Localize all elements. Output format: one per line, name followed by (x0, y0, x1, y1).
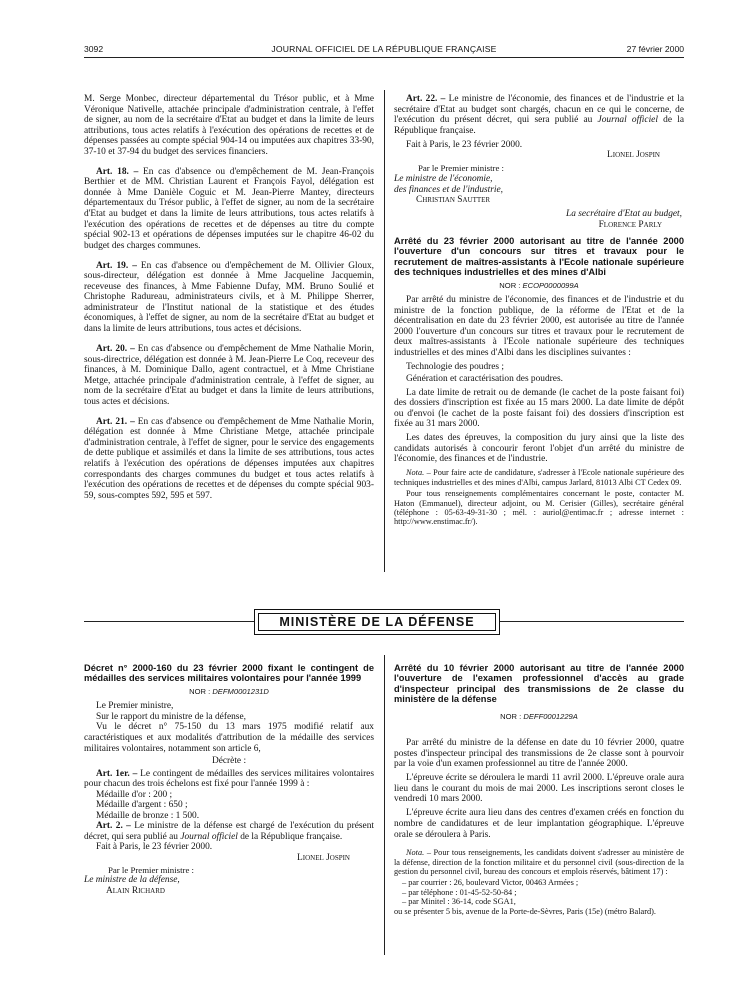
article-text: En cas d'absence ou d'empêchement de M. Jean-François Berthier et de MM. Christian Laurent et François Fayol, délégation est donnée à Mme Danièle Coguic et M. Jean-Pierre Mantey, directeurs départementaux du Trésor public, à l'effet de signer, au nom de la secrétaire d'Etat au budget et dans la limite de leurs attributions, tous actes relatifs à l'exécution des opérations de recettes et de dépenses au titre du compte spécial 902-13 et opérations de dépenses imputées sur le chapitre 46-02 du budget des charges communes. (84, 166, 374, 251)
decret-title: Décret n° 2000-160 du 23 février 2000 fixant le contingent de médailles des services militaires volontaires pour l'année 1999 (84, 663, 374, 684)
article-text: En cas d'absence ou d'empêchement de M. Ollivier Gloux, sous-directeur, délégation est donnée à Mme Jacqueline Jacquemin, receveuse des finances, à Mme Fabienne Dufay, MM. Bruno Soulié et Christophe Radureau, administrateurs civils, et à M. Philippe Sherrer, administrateur de l'Institut national de la statistique et des études économiques, à l'effet de signer, au nom de la secrétaire d'Etat au budget et dans la limite de leurs attributions, tous actes et décisions. (84, 260, 374, 334)
nota-item-minitel: – par Minitel : 36-14, code SGA1, (402, 897, 516, 907)
journal-officiel-ref: Journal officiel (597, 115, 658, 126)
arrete-body-3: Les dates des épreuves, la composition du jury ainsi que la liste des candidats autorisés à concourir feront l'objet d'un arrêté du ministre de l'économie, des finances et de l'industrie. (394, 433, 684, 465)
fait-line: Fait à Paris, le 23 février 2000. (96, 842, 213, 853)
nota-block: Nota. – Pour faire acte de candidature, s'adresser à l'Ecole nationale supérieure des techniques industrielles et des mines d'Albi, campus Jarlard, 81013 Albi CT Cedex 09. Pour tous renseignements complémentaires concernant le poste, contacter M. Haton (Emmanuel), directeur adjoint, ou M. Cerisier (Gilles), secrétaire général (téléphone : 05-63-49-31-30 ; mél. : auriol@entimac.fr ; adresse internet : http://www.enstimac.fr/). (394, 468, 684, 527)
minister-name-1: Christian Sautter (416, 195, 491, 206)
arrete-title: Arrêté du 10 février 2000 autorisant au titre de l'année 2000 l'ouverture de l'examen professionnel d'accès au grade d'inspecteur principal des transmissions de 2e classe du ministère de la défense (394, 663, 684, 705)
minister-title-1a: Le ministre de l'économie, (394, 174, 493, 185)
page-header (84, 44, 684, 58)
article-label: Art. 2. – (96, 821, 131, 832)
discipline-1: Technologie des poudres ; (406, 362, 505, 373)
nota-block: Nota. – Pour tous renseignements, les candidats doivent s'adresser au ministère de la défense, direction de la fonction militaire et du personnel civil (sous-direction de la gestion du personnel civil, bureau des concours et emplois réservés, bâtiment 17) : – par courrier : 26, boulevard Victor, 00463 Armées ; – par téléphone : 01-45-52-50-84 ; – par Minitel : 36-14, code SGA1, ou se présenter 5 bis, avenue de la Porte-de-Sèvres, Paris (15e) (métro Balard). (394, 848, 684, 916)
arrete-body-1: Par arrêté du ministre de la défense en date du 10 février 2000, quatre postes d'inspecteur principal des transmissions de 2e classe sont à pourvoir par la voie d'un examen professionnel au titre de l'année 2000. (394, 738, 684, 770)
arrete-body-1: Par arrêté du ministre de l'économie, des finances et de l'industrie et du ministre de la fonction publique, de la réforme de l'Etat et de la décentralisation en date du 23 février 2000, est autorisée au titre de l'année 2000 l'ouverture d'un concours sur titres et travaux pour le recrutement de deux maîtres-assistants à l'Ecole nationale supérieure des techniques industrielles et des mines d'Albi dans les disciplines suivantes : (394, 295, 684, 358)
article-label: Art. 1er. – (96, 768, 138, 779)
arrete-body-3: L'épreuve écrite aura lieu dans des centres d'examen créés en fonction du nombre de candidatures et de leur implantation géographique. L'épreuve orale se déroulera à Paris. (394, 808, 684, 840)
minister-name-2: Florence Parly (598, 219, 662, 230)
article-label: Art. 18. – (96, 166, 139, 177)
left-column-top (84, 94, 374, 505)
banner-rule-left (84, 621, 254, 622)
arrete-title: Arrêté du 23 février 2000 autorisant au titre de l'année 2000 l'ouverture d'un concours sur titres et travaux pour le recrutement de maîtres-assistants à l'Ecole nationale supérieure des techniques industrielles et des mines d'Albi (394, 236, 684, 278)
medal-gold: Médaille d'or : 200 ; (96, 789, 173, 800)
article-text: En cas d'absence ou d'empêchement de Mme Nathalie Morin, sous-directrice, délégation est donnée à M. Jean-Pierre Le Coq, receveur des finances, à M. Dominique Dallo, agent contractuel, et à Mme Christiane Metge, attachée principale d'administration centrale, à l'effet de signer, au nom de la secrétaire d'Etat au budget et dans la limite de leurs attributions, tous actes et décisions. (84, 343, 374, 407)
nota-end: ou se présenter 5 bis, avenue de la Porte-de-Sèvres, Paris (15e) (métro Balard). (394, 906, 656, 916)
minister-name: Alain Richard (106, 885, 165, 896)
nota-item-telephone: – par téléphone : 01-45-52-50-84 ; (402, 887, 517, 897)
signer-name: Lionel Jospin (607, 150, 660, 161)
paragraph-continuation: M. Serge Monbec, directeur départemental du Trésor public, et à Mme Véronique Nativelle, attachée principale d'administration centrale, à l'effet de signer, au nom de la secrétaire d'Etat au budget et dans la limite de leurs attributions, tous actes relatifs à l'exécution des opérations de recettes et de dépenses passées au compte spécial 904-14 ou imputées aux chapitres 33-90, 37-10 et 37-94 du budget des services financiers. (84, 94, 374, 157)
arrete-body-2: L'épreuve écrite se déroulera le mardi 11 avril 2000. L'épreuve orale aura lieu dans le courant du mois de mai 2000. Les inscriptions seront closes le vendredi 10 mars 2000. (394, 773, 684, 805)
nota-label: Nota. (406, 468, 425, 478)
column-divider-top (384, 90, 385, 572)
article-1: Art. 1er. – Le contingent de médailles des services militaires volontaires pour chacun des trois échelons est fixé pour l'année 1999 à : (84, 768, 374, 790)
preamble-3: Vu le décret n° 75-150 du 13 mars 1975 modifié relatif aux caractéristiques et aux modalités d'attribution de la médaille des services militaires volontaires, notamment son article 6, (84, 722, 374, 754)
article-22: Art. 22. – Le ministre de l'économie, des finances et de l'industrie et la secrétaire d'Etat au budget sont chargés, chacun en ce qui le concerne, de l'exécution du présent décret, qui sera publié au Journal officiel de la République française. (394, 94, 685, 136)
header-rule (84, 57, 684, 58)
par-premier-ministre: Par le Premier ministre : (418, 162, 504, 173)
article-18 (84, 167, 374, 251)
banner-rule-right (500, 621, 684, 622)
right-column-bottom (394, 661, 684, 918)
nor-reference: NOR : DEFF0001229A (500, 711, 578, 721)
article-label: Art. 20. – (96, 343, 135, 354)
nor-reference: NOR : ECOP0000099A (499, 281, 579, 291)
preamble-1: Le Premier ministre, (96, 701, 174, 712)
nota-contact: Pour tous renseignements complémentaires concernant le poste, contacter M. Haton (Emmanuel), directeur adjoint, ou M. Cerisier (Gilles), secrétaire général (téléphone : 05-63-49-31-30 ; mél. : auriol@entimac.fr ; adresse internet : http://www.enstimac.fr/). (394, 489, 684, 527)
fait-line: Fait à Paris, le 23 février 2000. (406, 139, 523, 150)
signer-name: Lionel Jospin (297, 853, 350, 864)
ministry-banner (254, 609, 500, 635)
article-label: Art. 22. – (406, 94, 446, 104)
par-premier-ministre: Par le Premier ministre : (108, 864, 194, 875)
issue-date: 27 février 2000 (626, 44, 684, 54)
article-label: Art. 19. – (96, 260, 137, 271)
article-label: Art. 21. – (96, 416, 135, 427)
left-column-bottom (84, 661, 374, 900)
page-number: 3092 (84, 44, 104, 54)
minister-title-1b: des finances et de l'industrie, (394, 184, 504, 195)
article-2: Art. 2. – Le ministre de la défense est chargé de l'exécution du présent décret, qui sera publié au Journal officiel de la République française. (84, 821, 374, 842)
decrete: Décrète : (211, 756, 247, 767)
medal-bronze: Médaille de bronze : 1 500. (96, 810, 200, 821)
arrete-body-2: La date limite de retrait ou de demande (le cachet de la poste faisant foi) des dossiers d'inscription est fixée au 15 mars 2000. La date limite de dépôt ou d'envoi (le cachet de la poste faisant foi) des dossiers d'inscription est fixée au 31 mars 2000. (394, 387, 684, 430)
ministry-title: MINISTÈRE DE LA DÉFENSE (258, 613, 496, 631)
minister-title: Le ministre de la défense, (84, 875, 180, 886)
preamble-2: Sur le rapport du ministre de la défense, (96, 711, 246, 722)
journal-title: JOURNAL OFFICIEL DE LA RÉPUBLIQUE FRANÇAISE (271, 44, 497, 54)
medal-silver: Médaille d'argent : 650 ; (96, 800, 188, 811)
discipline-2: Génération et caractérisation des poudres. (406, 373, 563, 384)
nor-reference: NOR : DEFM0001231D (189, 687, 269, 697)
nota-label: Nota. (406, 848, 425, 858)
right-column-top (394, 94, 684, 529)
article-text: Le ministre de l'économie, des finances et de l'industrie et la secrétaire d'Etat au budget sont chargés, chacun en ce qui le concerne, de l'exécution du présent décret, qui sera publié au (394, 94, 684, 126)
nota-item-courrier: – par courrier : 26, boulevard Victor, 00463 Armées ; (402, 878, 579, 888)
article-text: En cas d'absence ou d'empêchement de Mme Nathalie Morin, délégation est donnée à Mme Christiane Metge, attachée principale d'administration centrale, à l'effet de signer, pour le service des engagements de dette publique et assimilés et dans la limite de ses attributions, tous actes relatifs à l'exécution des opérations de dépenses imputées aux chapitres correspondants des charges communes du budget et tous actes relatifs à l'exécution des opérations de recettes et de dépenses du compte spécial 903-59, sous-comptes 592, 595 et 597. (84, 416, 374, 501)
article-19 (84, 261, 374, 335)
article-20 (84, 344, 374, 407)
minister-title-2: La secrétaire d'Etat au budget, (566, 208, 682, 219)
column-divider-bottom (384, 655, 385, 955)
article-21 (84, 417, 374, 501)
